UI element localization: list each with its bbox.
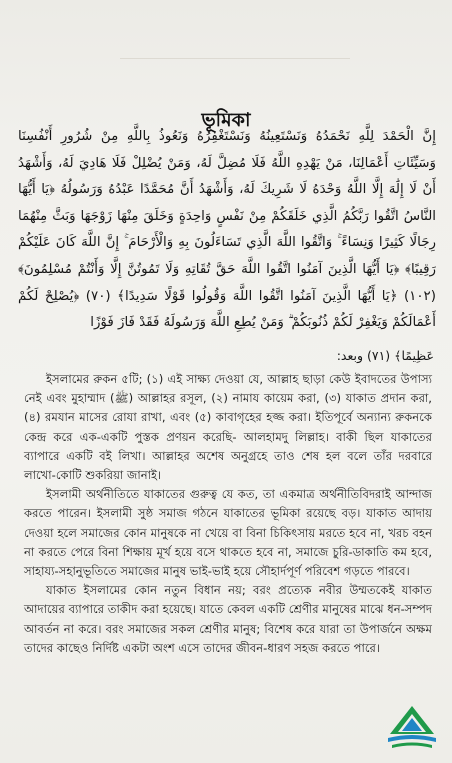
paragraph-economy: ইসলামী অর্থনীতিতে যাকাতের গুরুত্ব যে কত, তা একমাত্র অর্থনীতিবিদরাই আন্দাজ করতে পারেন। ইসলামী সুষ্ঠ সমাজ গঠনে যাকাতের ভূমিকা রয়েছে বড়। যাকাত আদায় দেওয়া হলে সমাজের কোন মানুষকে না খেয়ে বা বিনা চিকিৎসায় মরতে হবে না, খরচ বহন না করতে পেরে বিনা শিক্ষায় মূর্খ হয়ে বসে থাকতে হবে না, সমাজে চুরি-ডাকাতি কম হবে, সাহায্য-সহানুভূতিতে সমাজের মানুষ ভাই-ভাই হয়ে সৌহার্দপূর্ণ পরিবেশ গড়তে পারবে।: [24, 487, 432, 579]
publisher-logo-icon: [384, 704, 440, 754]
page-bleed-through: [120, 58, 350, 73]
arabic-closing: عَظِيمًا﴾ (٧١) وبعد:: [336, 348, 434, 363]
page-title: ভূমিকা: [201, 108, 251, 131]
bengali-body: [24, 370, 432, 658]
paragraph-zakat-history: যাকাত ইসলামের কোন নতুন বিধান নয়; বরং প্রত্যেক নবীর উম্মতকেই যাকাত আদায়ের ব্যাপারে তাকীদ করা হয়েছে। যাতে কেবল একটি শ্রেণীর মানুষের মাঝে ধন-সম্পদ আবর্তন না করে। বরং সমাজের সকল শ্রেণীর মানুষ; বিশেষ করে যারা তা উপার্জনে অক্ষম তাদের কাছেও নির্দিষ্ট একটা অংশ এসে তাদের জীবন-ধারণ সহজ করতে পারে।: [24, 583, 432, 655]
arabic-khutbah: إِنَّ الْحَمْدَ لِلَّهِ نَحْمَدُهُ وَنَسْتَعِينُهُ وَنَسْتَغْفِرُهُ وَنَعُوذُ بِاللَّهِ مِنْ شُرُورِ أَنْفُسِنَا وَسَيِّئَاتِ أَعْمَالِنَا، مَنْ يَهْدِهِ اللَّهُ فَلَا مُضِلَّ لَهُ، وَمَنْ يُضْلِلْ فَلَا هَادِيَ لَهُ، وَأَشْهَدُ أَنْ لَا إِلَٰهَ إِلَّا اللَّهُ وَحْدَهُ لَا شَرِيكَ لَهُ، وَأَشْهَدُ أَنَّ مُحَمَّدًا عَبْدُهُ وَرَسُولُهُ ﴿يَا أَيُّهَا النَّاسُ اتَّقُوا رَبَّكُمُ الَّذِي خَلَقَكُمْ مِنْ نَفْسٍ وَاحِدَةٍ وَخَلَقَ مِنْهَا زَوْجَهَا وَبَثَّ مِنْهُمَا رِجَالًا كَثِيرًا وَنِسَاءً ۚ وَاتَّقُوا اللَّهَ الَّذِي تَسَاءَلُونَ بِهِ وَالْأَرْحَامَ ۚ إِنَّ اللَّهَ كَانَ عَلَيْكُمْ رَقِيبًا﴾ ﴿يَا أَيُّهَا الَّذِينَ آمَنُوا اتَّقُوا اللَّهَ حَقَّ تُقَاتِهِ وَلَا تَمُوتُنَّ إِلَّا وَأَنْتُمْ مُسْلِمُونَ﴾ (١٠٢) ﴿يَا أَيُّهَا الَّذِينَ آمَنُوا اتَّقُوا اللَّهَ وَقُولُوا قَوْلًا سَدِيدًا﴾ (٧٠) ﴿يُصْلِحْ لَكُمْ أَعْمَالَكُمْ وَيَغْفِرْ لَكُمْ ذُنُوبَكُمْ ۗ وَمَنْ يُطِعِ اللَّهَ وَرَسُولَهُ فَقَدْ فَازَ فَوْزًا: [18, 129, 436, 331]
paragraph-pillars: ইসলামের রুকন ৫টি; (১) এই সাক্ষ্য দেওয়া যে, আল্লাহ ছাড়া কেউ ইবাদতের উপাস্য নেই এবং মুহাম্মাদ (ﷺ) আল্লাহর রসূল, (২) নামায কায়েম করা, (৩) যাকাত প্রদান করা, (৪) রমযান মাসের রোযা রাখা, এবং (৫) কাবাগৃহের হজ্জ করা। ইতিপূর্বে অন্যান্য রুকনকে কেন্দ্র করে এক-একটি পুস্তক প্রণয়ন করেছি- আলহামদু লিল্লাহ। বাকী ছিল যাকাতের ব্যাপারে একটি বই লিখা। আল্লাহর অশেষ অনুগ্রহে তাও শেষ হল বলে তাঁর দরবারে লাখো-কোটি শুকরিয়া জানাই।: [24, 372, 432, 483]
